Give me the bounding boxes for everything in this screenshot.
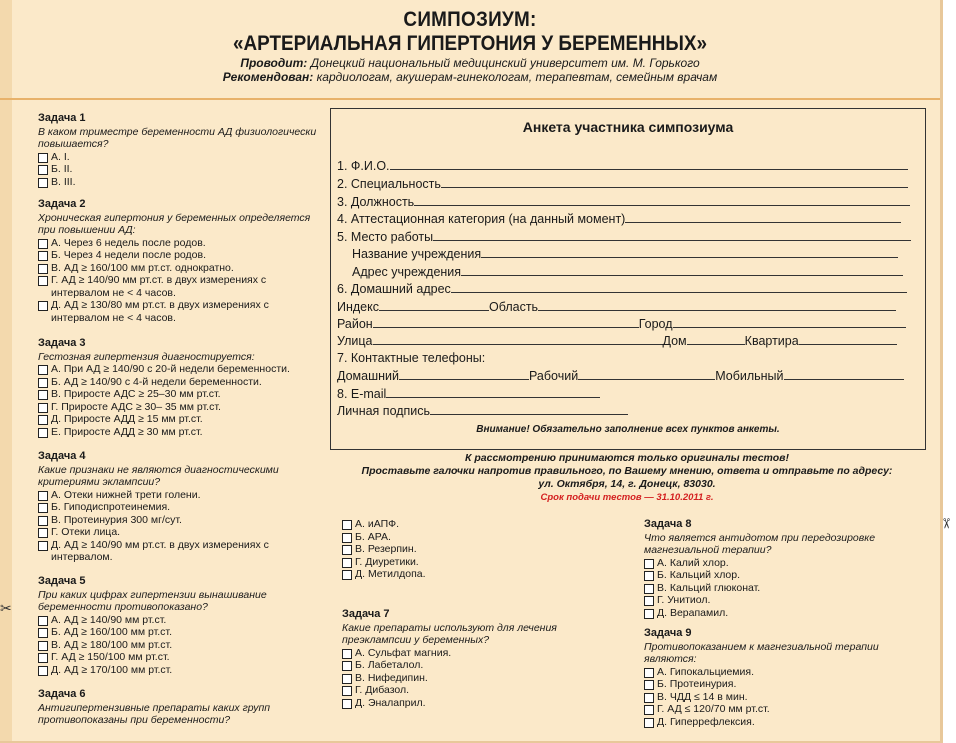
answer-checkbox[interactable]	[38, 415, 48, 425]
label-workplace: 5. Место работы	[337, 230, 434, 244]
label-index: Индекс	[337, 300, 379, 314]
task-8	[644, 518, 926, 619]
header	[0, 8, 940, 84]
input-apartment[interactable]	[799, 333, 897, 345]
task-2	[38, 198, 320, 324]
task-question: Хроническая гипертония у беременных определяется при повышении АД:	[38, 211, 311, 236]
form-row-district	[337, 316, 906, 331]
task-question: Противопоказанием к магнезиальной терапии являются:	[644, 640, 879, 665]
answer-checkbox[interactable]	[38, 178, 48, 188]
answer-option[interactable]	[38, 163, 320, 176]
answer-option[interactable]	[38, 376, 320, 389]
label-apartment: Квартира	[744, 334, 799, 348]
task-question: Какие признаки не являются диагностическими критериями эклампсии?	[38, 463, 279, 488]
answer-option[interactable]	[38, 401, 320, 414]
answer-option-text: Г. АД ≥ 150/100 мм рт.ст.	[51, 651, 170, 663]
answer-option-text: Б. АРА.	[355, 530, 391, 543]
answer-option-text: А. При АД ≥ 140/90 с 20-й недели беременности.	[51, 363, 290, 375]
recommended-value: кардиологам, акушерам-гинекологам, терапевтам, семейным врачам	[316, 70, 718, 84]
answer-option-text: Г. Диуретики.	[355, 555, 419, 568]
answer-checkbox[interactable]	[342, 570, 352, 580]
form-row-home-address	[337, 281, 907, 296]
answer-checkbox[interactable]	[38, 503, 48, 513]
answer-checkbox[interactable]	[38, 541, 48, 551]
answer-checkbox[interactable]	[342, 674, 352, 684]
answer-option-text: Д. Гиперрефлексия.	[657, 715, 755, 728]
answer-option-text: Д. АД ≥ 140/90 мм рт.ст. в двух измерениях с интервалом.	[51, 538, 269, 563]
answer-checkbox[interactable]	[38, 428, 48, 438]
answer-option-text: В. АД ≥ 160/100 мм рт.ст. однократно.	[51, 261, 234, 274]
task-title: Задача 7	[342, 608, 390, 620]
input-index[interactable]	[379, 299, 489, 311]
answer-option[interactable]	[644, 678, 926, 691]
input-street[interactable]	[373, 333, 663, 345]
answer-checkbox[interactable]	[38, 491, 48, 501]
label-house: Дом	[662, 334, 687, 348]
answer-checkbox[interactable]	[38, 378, 48, 388]
answer-option[interactable]	[644, 716, 926, 729]
answer-option[interactable]	[38, 626, 320, 639]
answer-option[interactable]	[38, 489, 320, 502]
answer-option[interactable]	[342, 556, 624, 569]
input-phone-home[interactable]	[399, 368, 529, 380]
answer-checkbox[interactable]	[644, 559, 654, 569]
input-home-address[interactable]	[451, 281, 907, 293]
answer-option[interactable]	[38, 426, 320, 439]
answer-option[interactable]	[644, 703, 926, 716]
answer-option-text: В. АД ≥ 180/100 мм рт.ст.	[51, 638, 173, 651]
task-4	[38, 450, 320, 564]
answer-option-text: Б. Протеинурия.	[657, 678, 737, 690]
answer-checkbox[interactable]	[342, 520, 352, 530]
answer-option[interactable]	[38, 388, 320, 401]
label-phone-work: Рабочий	[529, 369, 579, 383]
input-category[interactable]	[625, 211, 901, 223]
form-row-fio	[337, 158, 908, 173]
answer-option-text: В. III.	[51, 175, 76, 188]
answer-option[interactable]	[38, 526, 320, 539]
task-title: Задача 5	[38, 575, 86, 587]
answer-option-text: Д. Приросте АДД ≥ 15 мм рт.ст.	[51, 413, 203, 425]
input-position[interactable]	[414, 194, 910, 206]
label-street: Улица	[337, 334, 373, 348]
answer-option[interactable]	[342, 531, 624, 544]
answer-option[interactable]	[38, 363, 320, 376]
task-9	[644, 627, 926, 728]
input-district[interactable]	[373, 316, 639, 328]
task-title: Задача 3	[38, 337, 86, 349]
recommended-line	[0, 70, 940, 84]
answer-option[interactable]	[38, 664, 320, 677]
scissors-icon: ✂	[0, 600, 12, 616]
answer-checkbox[interactable]	[644, 609, 654, 619]
label-category: 4. Аттестационная категория (на данный момент)	[337, 212, 626, 226]
answer-option-text: Б. Через 4 недели после родов.	[51, 249, 207, 261]
task-6-question	[38, 688, 320, 727]
instructions-line-3: ул. Октября, 14, г. Донецк, 83030.	[538, 478, 716, 490]
label-phones: 7. Контактные телефоны:	[337, 351, 486, 365]
answer-option[interactable]	[38, 413, 320, 426]
label-city: Город	[638, 317, 673, 331]
answer-checkbox[interactable]	[342, 558, 352, 568]
answer-checkbox[interactable]	[38, 365, 48, 375]
answer-option-text: Г. АД ≥ 140/90 мм рт.ст. в двух измерениях с интервалом не < 4 часов.	[51, 274, 267, 299]
form-row-institution-name	[352, 246, 898, 261]
form-row-workplace	[337, 229, 911, 244]
answer-option[interactable]	[342, 543, 624, 556]
answer-option-text: Д. Эналаприл.	[355, 696, 426, 709]
answer-checkbox[interactable]	[38, 251, 48, 261]
answer-option-text: В. Кальций глюконат.	[657, 581, 761, 594]
answer-option-text: Б. АД ≥ 160/100 мм рт.ст.	[51, 626, 172, 638]
answer-option-text: Д. АД ≥ 130/80 мм рт.ст. в двух измерениях с интервалом не < 4 часов.	[51, 299, 269, 324]
form-row-phones	[337, 351, 485, 365]
answer-option[interactable]	[38, 299, 320, 324]
input-institution-address[interactable]	[461, 264, 903, 276]
answer-checkbox[interactable]	[38, 301, 48, 311]
task-3	[38, 337, 320, 438]
answer-option-text: Б. Гиподиспротеинемия.	[51, 501, 171, 513]
task-question: В каком триместре беременности АД физиологически повышается?	[38, 125, 317, 150]
title-line-2: «АРТЕРИАЛЬНАЯ ГИПЕРТОНИЯ У БЕРЕМЕННЫХ»	[232, 32, 708, 55]
answer-option-text: Д. Верапамил.	[657, 606, 729, 619]
answer-option[interactable]	[38, 651, 320, 664]
answer-checkbox[interactable]	[644, 705, 654, 715]
answer-checkbox[interactable]	[38, 666, 48, 676]
task-7	[342, 608, 622, 709]
input-specialty[interactable]	[441, 176, 908, 188]
deadline: Срок подачи тестов — 31.10.2011 г.	[540, 492, 714, 503]
answer-option-text: А. Сульфат магния.	[355, 646, 452, 659]
instructions-line-1: К рассмотрению принимаются только оригиналы тестов!	[465, 452, 789, 464]
answer-option[interactable]	[644, 594, 926, 607]
input-region[interactable]	[538, 299, 896, 311]
answer-option-text: А. Отеки нижней трети голени.	[51, 488, 201, 501]
answer-option-text: В. Нифедипин.	[355, 671, 428, 684]
form-row-street	[337, 333, 897, 348]
answer-option-text: А. АД ≥ 140/90 мм рт.ст.	[51, 613, 167, 626]
answer-checkbox[interactable]	[342, 533, 352, 543]
task-question: Антигипертензивные препараты каких групп противопоказаны при беременности?	[38, 701, 271, 726]
task-title: Задача 1	[38, 112, 86, 124]
answer-option-text: Б. Лабеталол.	[355, 659, 424, 671]
scissors-icon: ✂	[938, 517, 955, 530]
answer-option[interactable]	[38, 262, 320, 275]
answer-checkbox[interactable]	[644, 680, 654, 690]
answer-option[interactable]	[38, 514, 320, 527]
label-home-address: 6. Домашний адрес	[337, 282, 451, 296]
answer-option-text: А. Через 6 недель после родов.	[51, 236, 206, 249]
answer-option[interactable]	[342, 684, 622, 697]
answer-option[interactable]	[38, 501, 320, 514]
answer-checkbox[interactable]	[644, 596, 654, 606]
answer-checkbox[interactable]	[38, 239, 48, 249]
answer-option-text: Д. АД ≥ 170/100 мм рт.ст.	[51, 663, 173, 676]
label-district: Район	[337, 317, 373, 331]
task-5	[38, 575, 320, 676]
task-1	[38, 112, 320, 188]
answer-option-text: А. Гипокальциемия.	[657, 665, 754, 678]
answer-option-text: А. Калий хлор.	[657, 556, 729, 569]
label-fio: 1. Ф.И.О.	[337, 159, 390, 173]
answer-option[interactable]	[342, 518, 624, 531]
label-phone-mobile: Мобильный	[715, 369, 784, 383]
label-institution-address: Адрес учреждения	[352, 265, 462, 279]
conducted-value: Донецкий национальный медицинский университет им. М. Горького	[310, 56, 700, 70]
task-question: Что является антидотом при передозировке магнезиальной терапии?	[644, 531, 876, 556]
answer-option-text: Д. Метилдопа.	[355, 568, 426, 580]
conducted-label: Проводит:	[240, 56, 308, 70]
task-title: Задача 6	[38, 688, 86, 700]
answer-checkbox[interactable]	[342, 661, 352, 671]
answer-checkbox[interactable]	[644, 693, 654, 703]
answer-option-text: Г. Унитиол.	[657, 594, 711, 606]
answer-checkbox[interactable]	[644, 668, 654, 678]
answer-option[interactable]	[38, 539, 320, 564]
answer-checkbox[interactable]	[38, 653, 48, 663]
answer-checkbox[interactable]	[644, 571, 654, 581]
input-house[interactable]	[687, 333, 745, 345]
answer-option[interactable]	[342, 647, 622, 660]
task-question: Какие препараты используют для лечения преэклампсии у беременных?	[342, 621, 557, 646]
label-specialty: 2. Специальность	[337, 177, 441, 191]
answer-checkbox[interactable]	[38, 403, 48, 413]
form-note: Внимание! Обязательно заполнение всех пунктов анкеты.	[476, 424, 780, 435]
answer-option[interactable]	[38, 639, 320, 652]
answer-option-text: В. Приросте АДС ≥ 25–30 мм рт.ст.	[51, 388, 221, 400]
answer-checkbox[interactable]	[644, 584, 654, 594]
answer-option[interactable]	[644, 557, 926, 570]
form-title: Анкета участника симпозиума	[522, 119, 734, 135]
input-phone-work[interactable]	[578, 368, 715, 380]
answer-option[interactable]	[38, 176, 320, 189]
input-workplace[interactable]	[433, 229, 911, 241]
answer-option[interactable]	[38, 237, 320, 250]
answer-option[interactable]	[38, 614, 320, 627]
answer-option-text: Г. АД ≤ 120/70 мм рт.ст.	[657, 703, 770, 715]
form-row-signature	[337, 403, 628, 418]
label-institution-name: Название учреждения	[352, 247, 482, 261]
answer-option-text: А. I.	[51, 150, 70, 163]
answer-option[interactable]	[38, 274, 320, 299]
answer-option-text: А. иАПФ.	[355, 518, 400, 530]
label-region: Область	[489, 300, 539, 314]
task-title: Задача 4	[38, 450, 86, 462]
answer-option-text: Б. Кальций хлор.	[657, 569, 741, 581]
task-6-options	[342, 518, 624, 581]
task-question: При каких цифрах гипертензии вынашивание беременности противопоказано?	[38, 588, 267, 613]
answer-option-text: В. Протеинурия 300 мг/сут.	[51, 513, 182, 526]
conducted-line	[0, 56, 940, 70]
answer-option-text: Г. Отеки лица.	[51, 526, 121, 538]
answer-option-text: Б. АД ≥ 140/90 с 4-й недели беременности.	[51, 375, 262, 388]
participant-form	[330, 108, 926, 450]
task-title: Задача 8	[644, 518, 692, 530]
answer-checkbox[interactable]	[38, 528, 48, 538]
answer-checkbox[interactable]	[38, 276, 48, 286]
form-row-institution-address	[352, 264, 903, 279]
answer-option-text: Б. II.	[51, 163, 73, 175]
input-phone-mobile[interactable]	[784, 368, 904, 380]
answer-option-text: В. ЧДД ≤ 14 в мин.	[657, 690, 748, 703]
label-position: 3. Должность	[337, 195, 415, 209]
input-institution-name[interactable]	[481, 246, 898, 258]
answer-checkbox[interactable]	[38, 616, 48, 626]
label-phone-home: Домашний	[337, 369, 399, 383]
answer-option-text: В. Резерпин.	[355, 543, 417, 555]
answer-option[interactable]	[342, 568, 624, 581]
label-signature: Личная подпись	[337, 404, 431, 418]
answer-option[interactable]	[644, 691, 926, 704]
answer-checkbox[interactable]	[38, 165, 48, 175]
answer-option-text: Г. Приросте АДС ≥ 30– 35 мм рт.ст.	[51, 400, 221, 413]
answer-checkbox[interactable]	[38, 641, 48, 651]
instructions	[330, 452, 924, 504]
answer-option-text: Е. Приросте АДД ≥ 30 мм рт.ст.	[51, 425, 203, 438]
answer-checkbox[interactable]	[342, 686, 352, 696]
task-title: Задача 9	[644, 627, 692, 639]
decorative-bar	[0, 0, 12, 741]
answer-checkbox[interactable]	[644, 718, 654, 728]
answer-checkbox[interactable]	[342, 699, 352, 709]
header-divider	[0, 98, 940, 100]
answer-checkbox[interactable]	[38, 628, 48, 638]
recommended-label: Рекомендован:	[222, 70, 314, 84]
input-city[interactable]	[673, 316, 906, 328]
form-row-email	[337, 386, 600, 401]
answer-option[interactable]	[644, 569, 926, 582]
form-row-category	[337, 211, 901, 226]
answer-checkbox[interactable]	[342, 545, 352, 555]
title-line-1: СИМПОЗИУМ:	[403, 8, 537, 31]
answer-option[interactable]	[644, 666, 926, 679]
answer-option[interactable]	[342, 697, 622, 710]
answer-option[interactable]	[38, 249, 320, 262]
answer-checkbox[interactable]	[38, 516, 48, 526]
label-email: 8. E-mail	[337, 387, 387, 401]
input-signature[interactable]	[430, 403, 628, 415]
answer-checkbox[interactable]	[342, 649, 352, 659]
instructions-line-2: Проставьте галочки напротив правильного, по Вашему мнению, ответа и отправьте по адресу:	[361, 465, 893, 477]
form-row-position	[337, 194, 910, 209]
form-row-specialty	[337, 176, 908, 191]
answer-option[interactable]	[644, 582, 926, 595]
answer-checkbox[interactable]	[38, 264, 48, 274]
input-email[interactable]	[386, 386, 600, 398]
answer-option[interactable]	[342, 659, 622, 672]
form-row-phone-numbers	[337, 368, 904, 383]
answer-option-text: Г. Дибазол.	[355, 684, 410, 696]
answer-option[interactable]	[342, 672, 622, 685]
form-row-index	[337, 299, 896, 314]
input-fio[interactable]	[390, 158, 908, 170]
answer-checkbox[interactable]	[38, 153, 48, 163]
answer-option[interactable]	[644, 607, 926, 620]
answer-checkbox[interactable]	[38, 390, 48, 400]
task-question: Гестозная гипертензия диагностируется:	[38, 350, 255, 363]
answer-option[interactable]	[38, 151, 320, 164]
task-title: Задача 2	[38, 198, 86, 210]
